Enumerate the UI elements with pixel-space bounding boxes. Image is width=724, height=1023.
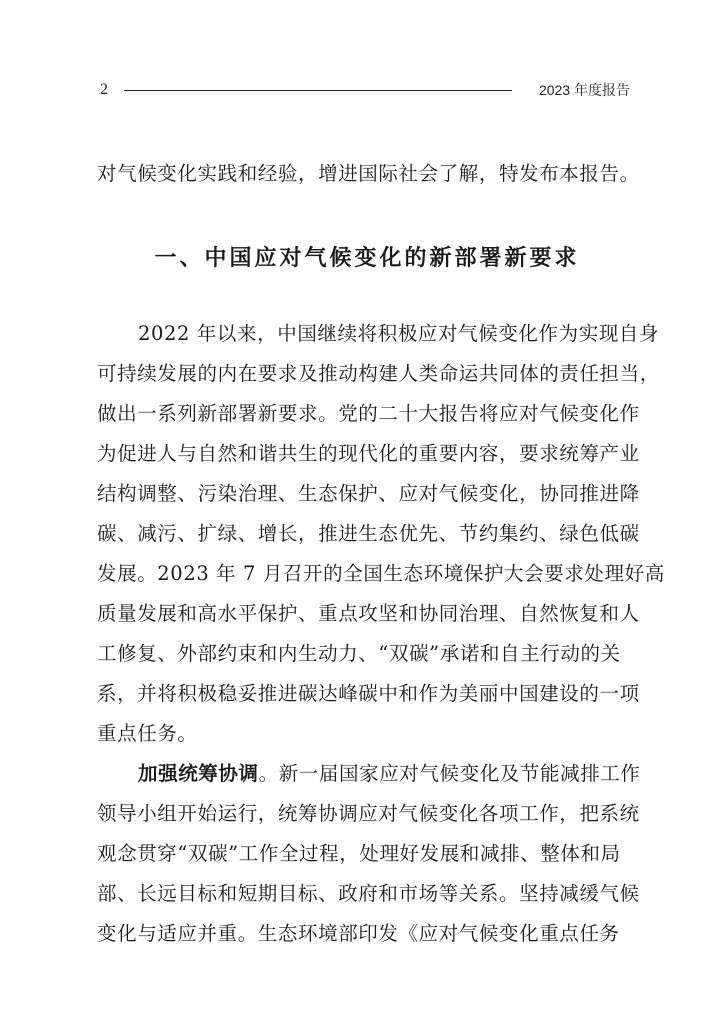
intro-paragraph	[97, 154, 640, 194]
text-line: 观念贯穿“双碳”工作全过程，处理好发展和减排、整体和局	[97, 842, 621, 865]
text-line: 碳、减污、扩绿、增长，推进生态优先、节约集约、绿色低碳	[97, 522, 640, 545]
text-line: 发展。2023 年 7 月召开的全国生态环境保护大会要求处理好高	[97, 562, 665, 585]
text-line: 工修复、外部约束和内生动力、“双碳”承诺和自主行动的关	[97, 642, 621, 665]
text-line: 变化与适应并重。生态环境部印发《应对气候变化重点任务	[97, 922, 620, 945]
text-line: 质量发展和高水平保护、重点攻坚和协同治理、自然恢复和人	[97, 602, 640, 625]
paragraph-coordination	[97, 754, 641, 954]
text-line: 2022 年以来，中国继续将积极应对气候变化作为实现自身	[138, 322, 660, 345]
report-title: 2023 年度报告	[538, 82, 630, 98]
header-rule	[124, 90, 512, 91]
text-line: 结构调整、污染治理、生态保护、应对气候变化，协同推进降	[97, 482, 640, 505]
paragraph-new-deployments	[97, 314, 665, 754]
text-line: 对气候变化实践和经验，增进国际社会了解，特发布本报告。	[97, 162, 640, 185]
text-line: 为促进人与自然和谐共生的现代化的重要内容，要求统筹产业	[97, 442, 640, 465]
section-heading: 一、中国应对气候变化的新部署新要求	[154, 246, 580, 271]
text-line: 领导小组开始运行，统筹协调应对气候变化各项工作，把系统	[97, 802, 640, 825]
bold-lead-phrase: 加强统筹协调	[138, 762, 259, 785]
document-body	[97, 154, 665, 954]
text-line: 可持续发展的内在要求及推动构建人类命运共同体的责任担当，	[97, 362, 660, 385]
text-line: 系，并将积极稳妥推进碳达峰碳中和作为美丽中国建设的一项	[97, 682, 640, 705]
page-header	[100, 80, 630, 102]
text-run: 。新一届国家应对气候变化及节能减排工作	[258, 762, 641, 785]
page-number: 2	[100, 81, 108, 98]
text-line: 重点任务。	[97, 722, 198, 745]
text-line: 部、长远目标和短期目标、政府和市场等关系。坚持减缓气候	[97, 882, 640, 905]
text-line	[97, 754, 641, 794]
text-line: 做出一系列新部署新要求。党的二十大报告将应对气候变化作	[97, 402, 640, 425]
